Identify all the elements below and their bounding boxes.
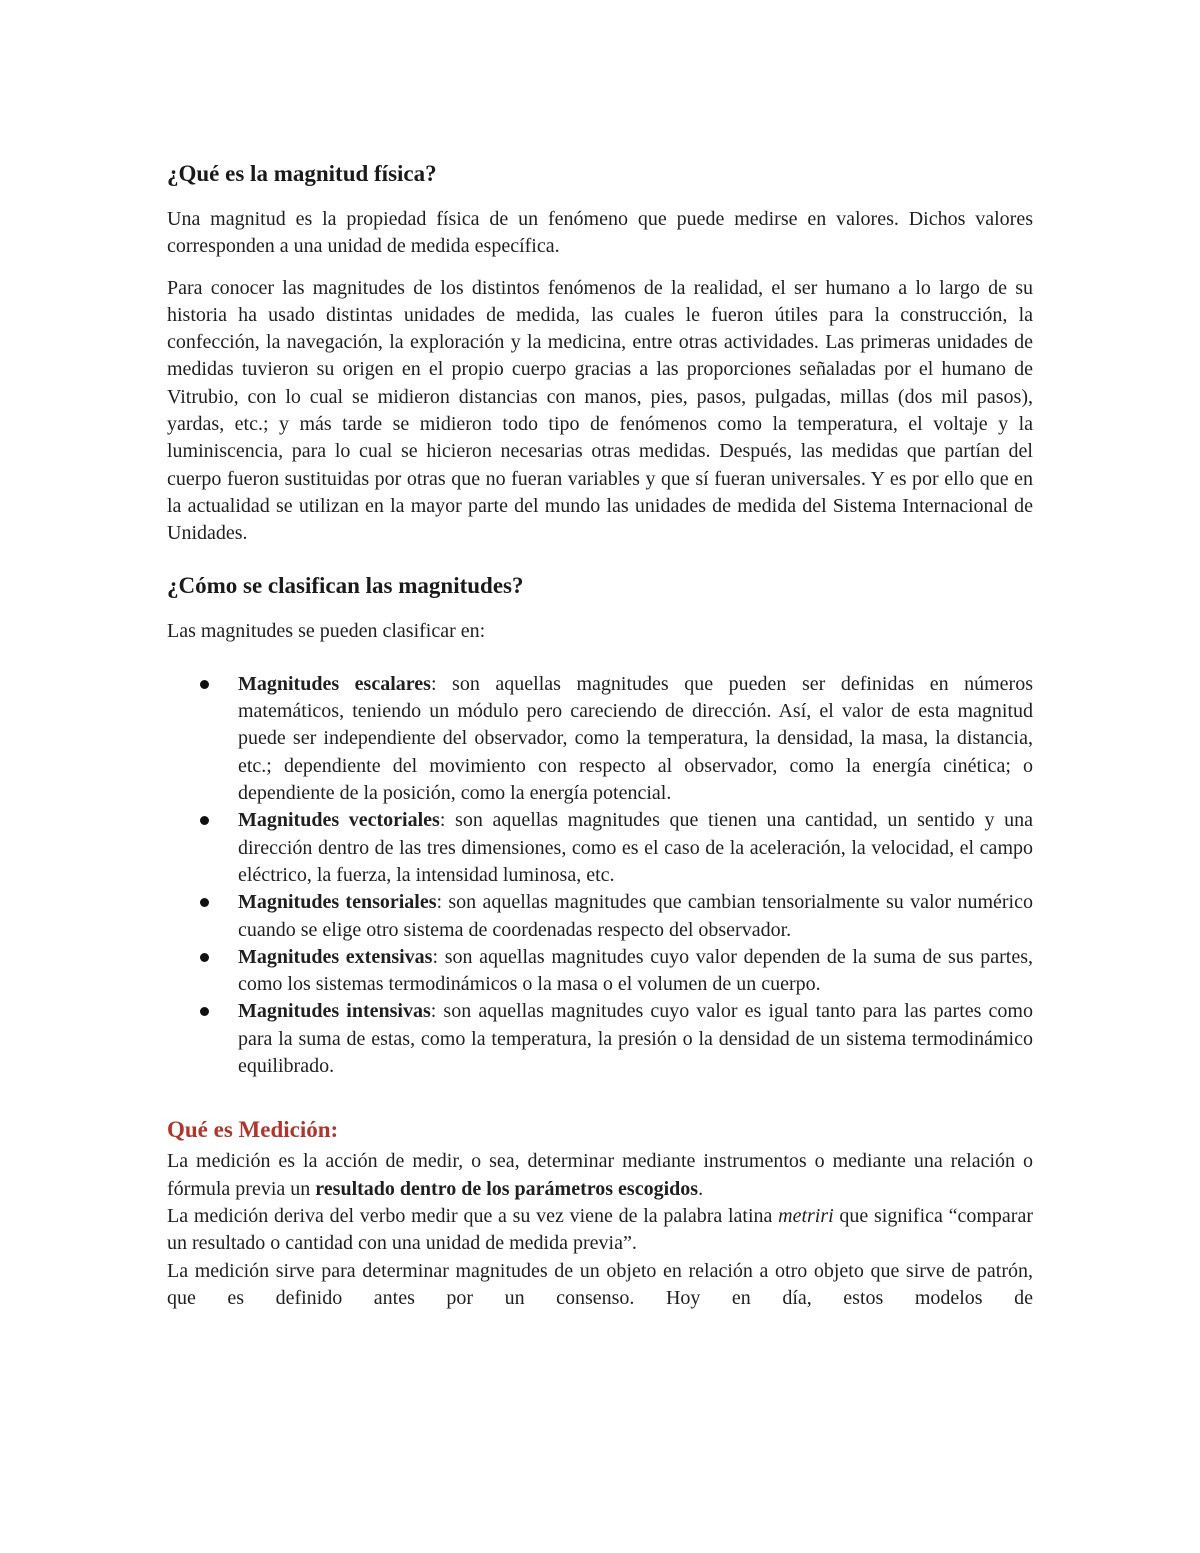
term-label: Magnitudes vectoriales	[238, 809, 440, 832]
term-label: Magnitudes escalares	[238, 672, 431, 695]
paragraph-medicion-definicion	[167, 1148, 1033, 1203]
term-label: Magnitudes extensivas	[238, 945, 433, 968]
paragraph-medicion-etimologia	[167, 1203, 1033, 1258]
bullet-icon	[200, 680, 209, 689]
text-run: que significa “comparar un resultado o cantidad con una unidad de medida previa”.	[167, 1204, 1033, 1255]
paragraph-intro-clasificacion: Las magnitudes se pueden clasificar en:	[167, 619, 486, 642]
italic-text-run: metriri	[778, 1204, 834, 1227]
heading-clasificacion: ¿Cómo se clasifican las magnitudes?	[167, 572, 524, 598]
bullet-icon	[200, 898, 209, 907]
bold-text-run: resultado dentro de los parámetros escogidos	[315, 1177, 699, 1200]
term-description: : son aquellas magnitudes cuyo valor es igual tanto para las partes como para la suma de estas, como la temperatura, la presión o la densidad de un sistema termodinámico equilibrado.	[238, 1000, 1033, 1078]
paragraph-medicion-patron: La medición sirve para determinar magnitudes de un objeto en relación a otro objeto que sirve de patrón, que es definido antes por un consenso. Hoy en día, estos modelos de	[167, 1259, 1033, 1309]
list-item-tensoriales	[167, 889, 1033, 944]
magnitudes-list	[167, 671, 1033, 1080]
list-item-intensivas	[167, 998, 1033, 1080]
paragraph-historia: Para conocer las magnitudes de los distintos fenómenos de la realidad, el ser humano a lo largo de su historia ha usado distintas unidades de medida, las cuales le fueron útiles para la construcción, la confección, la navegación, la exploración y la medicina, entre otras actividades. Las primeras unidades de medidas tuvieron su origen en el propio cuerpo gracias a las proporciones señaladas por el humano de Vitrubio, con lo cual se midieron distancias con manos, pies, pasos, pulgadas, millas (dos mil pasos), yardas, etc.; y más tarde se midieron todo tipo de fenómenos como la temperatura, el voltaje y la luminiscencia, para lo cual se hicieron necesarias otras medidas. Después, las medidas que partían del cuerpo fueron sustituidas por otras que no fueran variables y que sí fueran universales. Y es por ello que en la actualidad se utilizan en la mayor parte del mundo las unidades de medida del Sistema Internacional de Unidades.	[167, 276, 1033, 545]
heading-magnitud-fisica: ¿Qué es la magnitud física?	[167, 161, 437, 186]
text-run: La medición deriva del verbo medir que a su vez viene de la palabra latina	[167, 1204, 779, 1227]
medicion-section	[167, 1148, 1033, 1312]
paragraph-definicion: Una magnitud es la propiedad física de un fenómeno que puede medirse en valores. Dichos valores corresponden a una unidad de medida específica.	[167, 208, 1033, 258]
list-item-escalares	[167, 671, 1033, 807]
list-item-extensivas	[167, 944, 1033, 999]
list-item-vectoriales	[167, 807, 1033, 889]
term-description: : son aquellas magnitudes que pueden ser definidas en números matemáticos, teniendo un módulo pero careciendo de dirección. Así, el valor de esta magnitud puede ser independiente del observador, como la temperatura, la densidad, la masa, la distancia, etc.; dependiente del movimiento con respecto al observador, como la energía cinética; o dependiente de la posición, como la energía potencial.	[238, 672, 1033, 805]
term-description: : son aquellas magnitudes que cambian tensorialmente su valor numérico cuando se elige otro sistema de coordenadas respecto del observador.	[238, 891, 1033, 941]
term-label: Magnitudes intensivas	[238, 1000, 431, 1023]
term-description: : son aquellas magnitudes que tienen una cantidad, un sentido y una dirección dentro de las tres dimensiones, como es el caso de la aceleración, la velocidad, el campo eléctrico, la fuerza, la intensidad luminosa, etc.	[238, 809, 1034, 886]
bullet-icon	[200, 953, 209, 962]
text-run: .	[698, 1177, 704, 1200]
bullet-icon	[200, 816, 209, 825]
document-page	[167, 160, 1033, 1312]
term-description: : son aquellas magnitudes cuyo valor dependen de la suma de sus partes, como los sistemas termodinámicos o la masa o el volumen de un cuerpo.	[238, 945, 1033, 996]
heading-medicion: Qué es Medición:	[167, 1117, 339, 1143]
term-label: Magnitudes tensoriales	[238, 891, 437, 914]
text-run: La medición es la acción de medir, o sea, determinar mediante instrumentos o mediante una relación o fórmula previa un	[167, 1150, 1033, 1200]
bullet-icon	[200, 1007, 209, 1016]
